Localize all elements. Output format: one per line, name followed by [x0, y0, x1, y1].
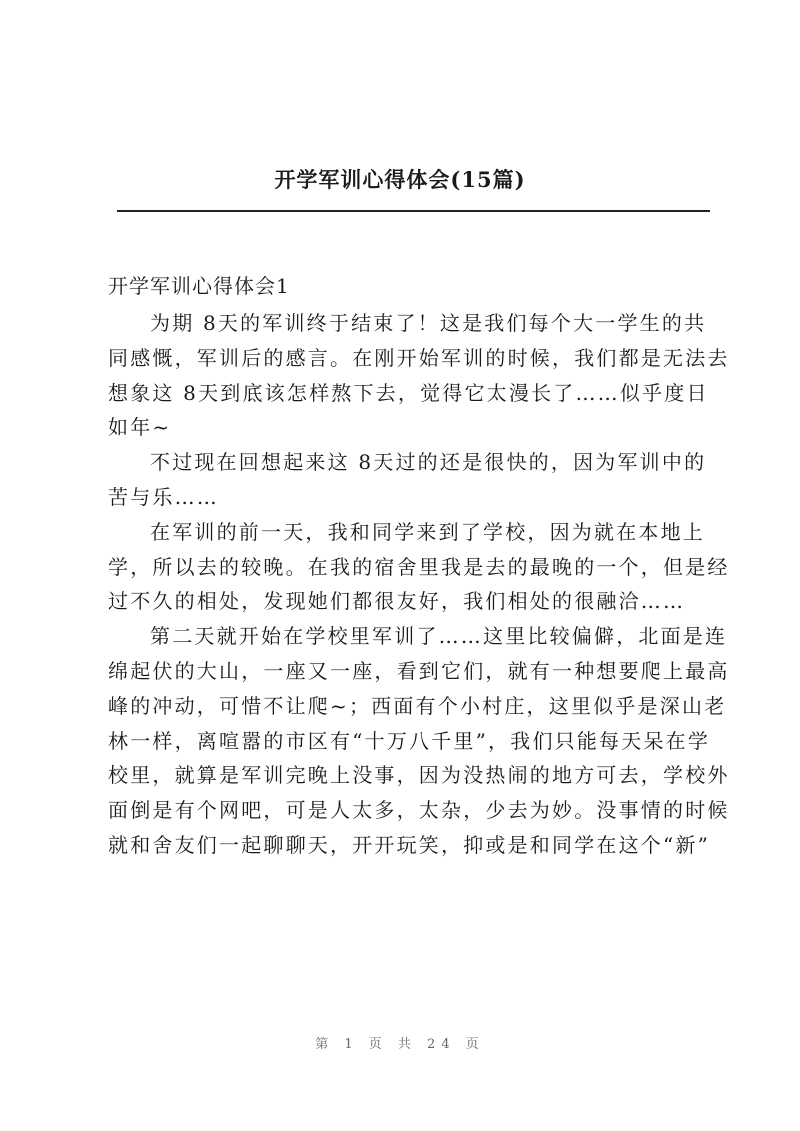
paragraph-line: 林一样，离喧嚣的市区有“十万八千里”，我们只能每天呆在学 [108, 728, 711, 753]
paragraph-line: 不过现在回想起来这 8天过的还是很快的，因为军训中的 [150, 450, 707, 475]
paragraph-line: 苦与乐…… [108, 484, 219, 509]
paragraph-line: 绵起伏的大山，一座又一座，看到它们，就有一种想要爬上最高 [108, 658, 730, 683]
paragraph-line: 就和舍友们一起聊聊天，开开玩笑，抑或是和同学在这个“新” [108, 832, 711, 857]
document-body [108, 270, 730, 863]
paragraph-line: 想象这 8天到底该怎样熬下去，觉得它太漫长了……似乎度日 [108, 380, 709, 405]
paragraph-line: 过不久的相处，发现她们都很友好，我们相处的很融洽…… [108, 589, 686, 614]
paragraph-2 [108, 445, 708, 515]
paragraph-line: 校里，就算是军训完晚上没事，因为没热闹的地方可去，学校外 [108, 763, 730, 788]
page-footer: 第 1 页 共 24 页 [315, 1037, 485, 1052]
paragraph-line: 第二天就开始在学校里军训了……这里比较偏僻，北面是连 [150, 624, 728, 649]
title-divider [117, 210, 710, 212]
paragraph-line: 同感慨，军训后的感言。在刚开始军训的时候，我们都是无法去 [108, 345, 730, 370]
paragraph-line: 峰的冲动，可惜不让爬~；西面有个小村庄，这里似乎是深山老 [108, 693, 727, 718]
paragraph-4 [108, 619, 730, 863]
paragraph-1 [108, 306, 730, 445]
section-heading: 开学军训心得体会1 [108, 274, 290, 298]
paragraph-3 [108, 515, 730, 619]
paragraph-line: 面倒是有个网吧，可是人太多，太杂，少去为妙。没事情的时候 [108, 798, 730, 823]
paragraph-line: 为期 8天的军训终于结束了！这是我们每个大一学生的共 [150, 311, 707, 335]
paragraph-line: 如年~ [108, 415, 172, 440]
paragraph-line: 学，所以去的较晚。在我的宿舍里我是去的最晚的一个，但是经 [108, 554, 730, 579]
paragraph-line: 在军训的前一天，我和同学来到了学校，因为就在本地上 [150, 519, 705, 544]
page-title: 开学军训心得体会(15篇) [274, 167, 526, 192]
